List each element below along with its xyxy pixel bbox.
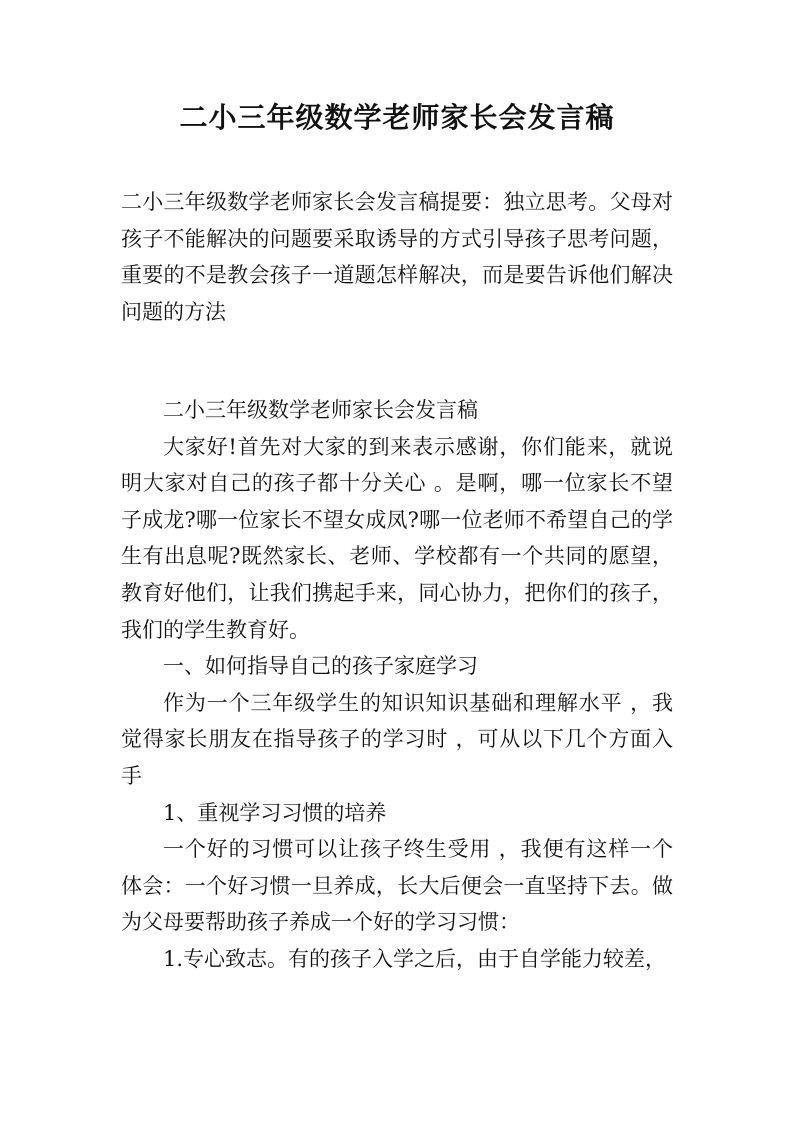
body-heading: 二小三年级数学老师家长会发言稿 — [163, 398, 478, 422]
body-paragraph-habits: 一个好的习惯可以让孩子终生受用 ，我便有这样一个体会：一个好习惯一旦养成，长大后便会一直坚持下去。做为父母要帮助孩子养成一个好的学习习惯： — [121, 837, 673, 935]
summary-paragraph: 二小三年级数学老师家长会发言稿提要：独立思考。父母对孩子不能解决的问题要采取诱导的方式引导孩子思考问题，重要的不是教会孩子一道题怎样解决，而是要告诉他们解决问题的方法 — [121, 190, 673, 324]
subsection-heading-1: 1、重视学习习惯的培养 — [163, 800, 387, 825]
list-item-1: 1.专心致志。有的孩子入学之后，由于自学能力较差， — [163, 946, 667, 971]
body-paragraph-greeting: 大家好!首先对大家的到来表示感谢，你们能来，就说明大家对自己的孩子都十分关心 。是啊，哪一位家长不望子成龙?哪一位家长不望女成凤?哪一位老师不希望自己的学生有出息呢?既然家长、老师、学校都有一个共同的愿望，教育好他们，让我们携起手来，同心协力，把你们的孩子，我们的学生教育好。 — [121, 434, 673, 642]
body-paragraph-intro: 作为一个三年级学生的知识知识基础和理解水平 ，我觉得家长朋友在指导孩子的学习时 ，可从以下几个方面入手 — [121, 690, 673, 788]
document-body — [121, 392, 673, 978]
document-title: 二小三年级数学老师家长会发言稿 — [179, 101, 615, 134]
section-heading-1: 一、如何指导自己的孩子家庭学习 — [163, 654, 478, 679]
